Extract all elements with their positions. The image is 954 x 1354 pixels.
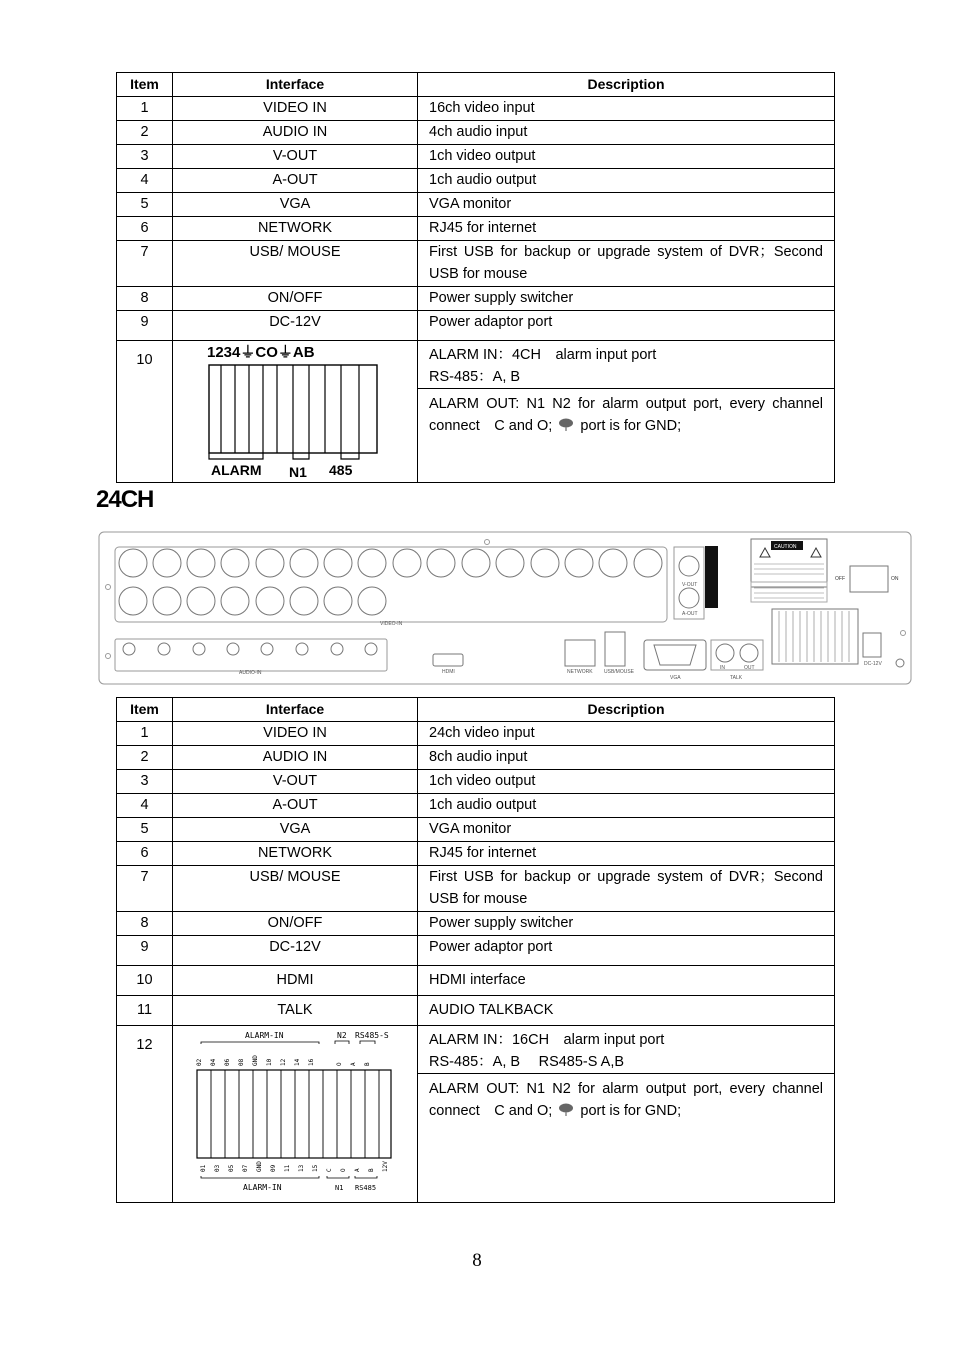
table-row: 7 USB/ MOUSE First USB for backup or upgrade system of DVR；Second USB for mouse [117, 241, 835, 287]
table-row: 10 1234⏚CO⏚AB ALARM N1 485 ALARM IN：4CH alarm input port RS-485：A, B ALARM OUT: N1 N2 for alarm output port, every channel connect C and O; port is for GND; [117, 341, 835, 483]
svg-text:AUDIO-IN: AUDIO-IN [239, 670, 262, 676]
svg-text:ON: ON [891, 576, 899, 582]
svg-text:13: 13 [298, 1164, 305, 1172]
table-row: 10 HDMI HDMI interface [117, 966, 835, 996]
svg-text:CAUTION: CAUTION [774, 544, 797, 550]
n2-label: N2 [337, 1031, 347, 1040]
svg-text:OUT: OUT [744, 665, 755, 671]
table-row: 9 DC-12V Power adaptor port [117, 936, 835, 966]
header-interface: Interface [173, 698, 418, 722]
rs485-label: RS485 [355, 1184, 377, 1192]
table-row: 2 AUDIO IN 8ch audio input [117, 746, 835, 770]
terminal-top-labels: 1234⏚CO⏚AB [207, 344, 315, 361]
table-row: 11 TALK AUDIO TALKBACK [117, 996, 835, 1026]
alarm-terminal-diagram-4ch [173, 341, 418, 483]
terminal-block-4ch [205, 341, 385, 481]
ground-icon [556, 1103, 576, 1117]
svg-text:14: 14 [294, 1058, 301, 1066]
svg-text:GND: GND [252, 1055, 259, 1066]
svg-text:09: 09 [270, 1164, 277, 1172]
interface-table-24ch [116, 697, 835, 1203]
header-interface: Interface [173, 73, 418, 97]
svg-text:O: O [340, 1168, 347, 1172]
svg-text:B: B [368, 1168, 375, 1172]
svg-text:12V: 12V [382, 1161, 389, 1172]
table-row: 7 USB/ MOUSE First USB for backup or upgrade system of DVR；Second USB for mouse [117, 866, 835, 912]
table-row: 6 NETWORK RJ45 for internet [117, 842, 835, 866]
ground-icon [556, 418, 576, 432]
header-description: Description [418, 698, 835, 722]
svg-text:03: 03 [214, 1164, 221, 1172]
table-row: 8 ON/OFF Power supply switcher [117, 287, 835, 311]
table-row: 2 AUDIO IN 4ch audio input [117, 121, 835, 145]
header-description: Description [418, 73, 835, 97]
svg-text:08: 08 [238, 1058, 245, 1066]
rs485s-label: RS485-S [355, 1031, 389, 1040]
svg-text:16: 16 [308, 1058, 315, 1066]
page-number: 8 [472, 1250, 482, 1271]
svg-text:A: A [354, 1168, 361, 1172]
svg-text:10: 10 [266, 1058, 273, 1066]
svg-text:04: 04 [210, 1058, 217, 1066]
svg-text:B: B [364, 1062, 371, 1066]
svg-text:12: 12 [280, 1058, 287, 1066]
n1-label: N1 [335, 1184, 344, 1192]
rear-panel-24ch-diagram [98, 531, 912, 685]
table-row: 5 VGA VGA monitor [117, 193, 835, 217]
alarm-in-desc: ALARM IN：4CH alarm input port RS-485：A, B [418, 341, 834, 389]
table-row: 5 VGA VGA monitor [117, 818, 835, 842]
header-item: Item [117, 73, 173, 97]
table-row: 4 A-OUT 1ch audio output [117, 794, 835, 818]
table-row: 1 VIDEO IN 16ch video input [117, 97, 835, 121]
interface-table-16ch [116, 72, 835, 483]
table-row: 9 DC-12V Power adaptor port [117, 311, 835, 341]
table-row: 3 V-OUT 1ch video output [117, 145, 835, 169]
svg-text:11: 11 [284, 1164, 291, 1172]
svg-text:HDMI: HDMI [442, 669, 455, 675]
svg-text:TALK: TALK [730, 675, 743, 681]
table-row: 6 NETWORK RJ45 for internet [117, 217, 835, 241]
table-row: 1 VIDEO IN 24ch video input [117, 722, 835, 746]
alarm-out-desc: ALARM OUT: N1 N2 for alarm output port, every channel connect C and O; port is for GND; [429, 1081, 823, 1119]
svg-text:VIDEO-IN: VIDEO-IN [380, 621, 403, 627]
alarm-out-desc: ALARM OUT: N1 N2 for alarm output port, every channel connect C and O; port is for GND; [429, 396, 823, 434]
alarm-in-desc: ALARM IN：16CH alarm input port RS-485：A, B RS485-S A,B [418, 1026, 834, 1074]
terminal-block-16ch [195, 1026, 395, 1196]
svg-text:A-OUT: A-OUT [682, 611, 698, 617]
svg-text:C: C [326, 1168, 333, 1172]
table-row: 4 A-OUT 1ch audio output [117, 169, 835, 193]
svg-text:V-OUT: V-OUT [682, 582, 698, 588]
svg-text:DC-12V: DC-12V [864, 661, 882, 667]
table-row: 12 ALARM-IN N2 RS485-S 02 04 06 08 GND 10 12 14 16 O A B 01 03 05 07 GND 09 11 13 15 C O A B 12V ALARM-IN N1 RS485 ALARM IN：16CH alarm input port RS-485：A, B RS485-S A,B ALARM OUT: N1 N2 for alarm output port, every channel connect C and O; port is for GND; [117, 1026, 835, 1203]
n1-label: N1 [289, 464, 307, 480]
section-title-24ch: 24CH [96, 486, 154, 513]
svg-text:USB/MOUSE: USB/MOUSE [604, 669, 635, 675]
table-row: 8 ON/OFF Power supply switcher [117, 912, 835, 936]
table-row: 3 V-OUT 1ch video output [117, 770, 835, 794]
svg-text:01: 01 [200, 1164, 207, 1172]
svg-text:05: 05 [228, 1164, 235, 1172]
svg-text:GND: GND [256, 1161, 263, 1172]
svg-text:VGA: VGA [670, 675, 681, 681]
svg-text:A: A [350, 1062, 357, 1066]
rs485-label: 485 [329, 462, 353, 478]
alarm-terminal-diagram-16ch [173, 1026, 418, 1203]
svg-text:06: 06 [224, 1058, 231, 1066]
alarm-in-top-label: ALARM-IN [245, 1031, 284, 1040]
svg-text:OFF: OFF [835, 576, 845, 582]
svg-text:15: 15 [312, 1164, 319, 1172]
svg-text:O: O [336, 1062, 343, 1066]
svg-text:NETWORK: NETWORK [567, 669, 593, 675]
svg-text:07: 07 [242, 1164, 249, 1172]
svg-text:02: 02 [196, 1058, 203, 1066]
svg-text:IN: IN [720, 665, 725, 671]
alarm-label: ALARM [211, 462, 262, 478]
alarm-in-bottom-label: ALARM-IN [243, 1183, 282, 1192]
header-item: Item [117, 698, 173, 722]
